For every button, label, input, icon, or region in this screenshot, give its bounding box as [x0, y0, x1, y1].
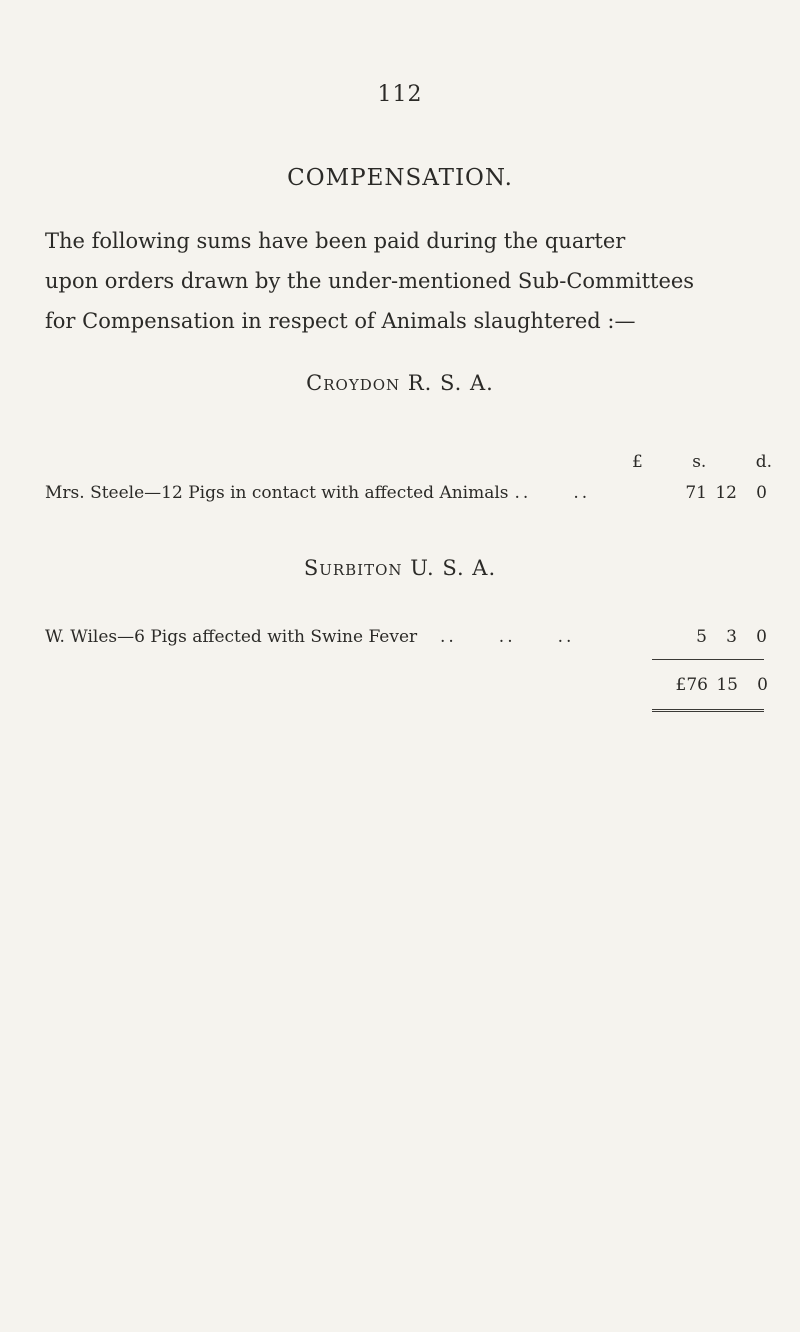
ledger-row-croydon — [45, 483, 767, 503]
amount-pounds: 5 — [696, 627, 707, 647]
page-number: 112 — [377, 82, 423, 107]
total-amount — [652, 675, 768, 695]
total-pence: 0 — [757, 675, 768, 695]
total-shillings: 15 — [716, 675, 738, 695]
page-title: COMPENSATION. — [287, 165, 513, 191]
total-double-rule — [652, 709, 764, 714]
amount-pence: 0 — [756, 483, 767, 503]
leader-dots: .. .. .. — [423, 627, 575, 647]
shillings-header: s. — [692, 452, 707, 472]
entry-amount — [671, 627, 767, 647]
sum-rule — [652, 659, 764, 660]
entry-description: W. Wiles—6 Pigs affected with Swine Fever — [45, 627, 418, 647]
ledger-row-surbiton — [45, 627, 767, 647]
amount-pence: 0 — [756, 627, 767, 647]
entry-description: Mrs. Steele—12 Pigs in contact with affected Animals — [45, 483, 509, 503]
section-heading-croydon: Croydon R. S. A. — [306, 371, 494, 395]
pence-header: d. — [755, 452, 772, 472]
section-heading-surbiton: Surbiton U. S. A. — [303, 556, 497, 580]
entry-amount — [671, 483, 767, 503]
amount-pounds: 71 — [685, 483, 707, 503]
leader-dots: .. .. — [514, 483, 591, 503]
intro-line: The following sums have been paid during the quarter — [45, 229, 626, 253]
intro-paragraph — [45, 221, 769, 341]
amount-shillings: 12 — [715, 483, 737, 503]
currency-column-headers — [632, 452, 772, 472]
pounds-header: £ — [632, 452, 643, 472]
intro-line: for Compensation in respect of Animals slaughtered :— — [45, 309, 636, 333]
intro-line: upon orders drawn by the under-mentioned Sub-Committees — [45, 269, 695, 293]
amount-shillings: 3 — [726, 627, 737, 647]
total-pounds: £76 — [675, 675, 708, 695]
